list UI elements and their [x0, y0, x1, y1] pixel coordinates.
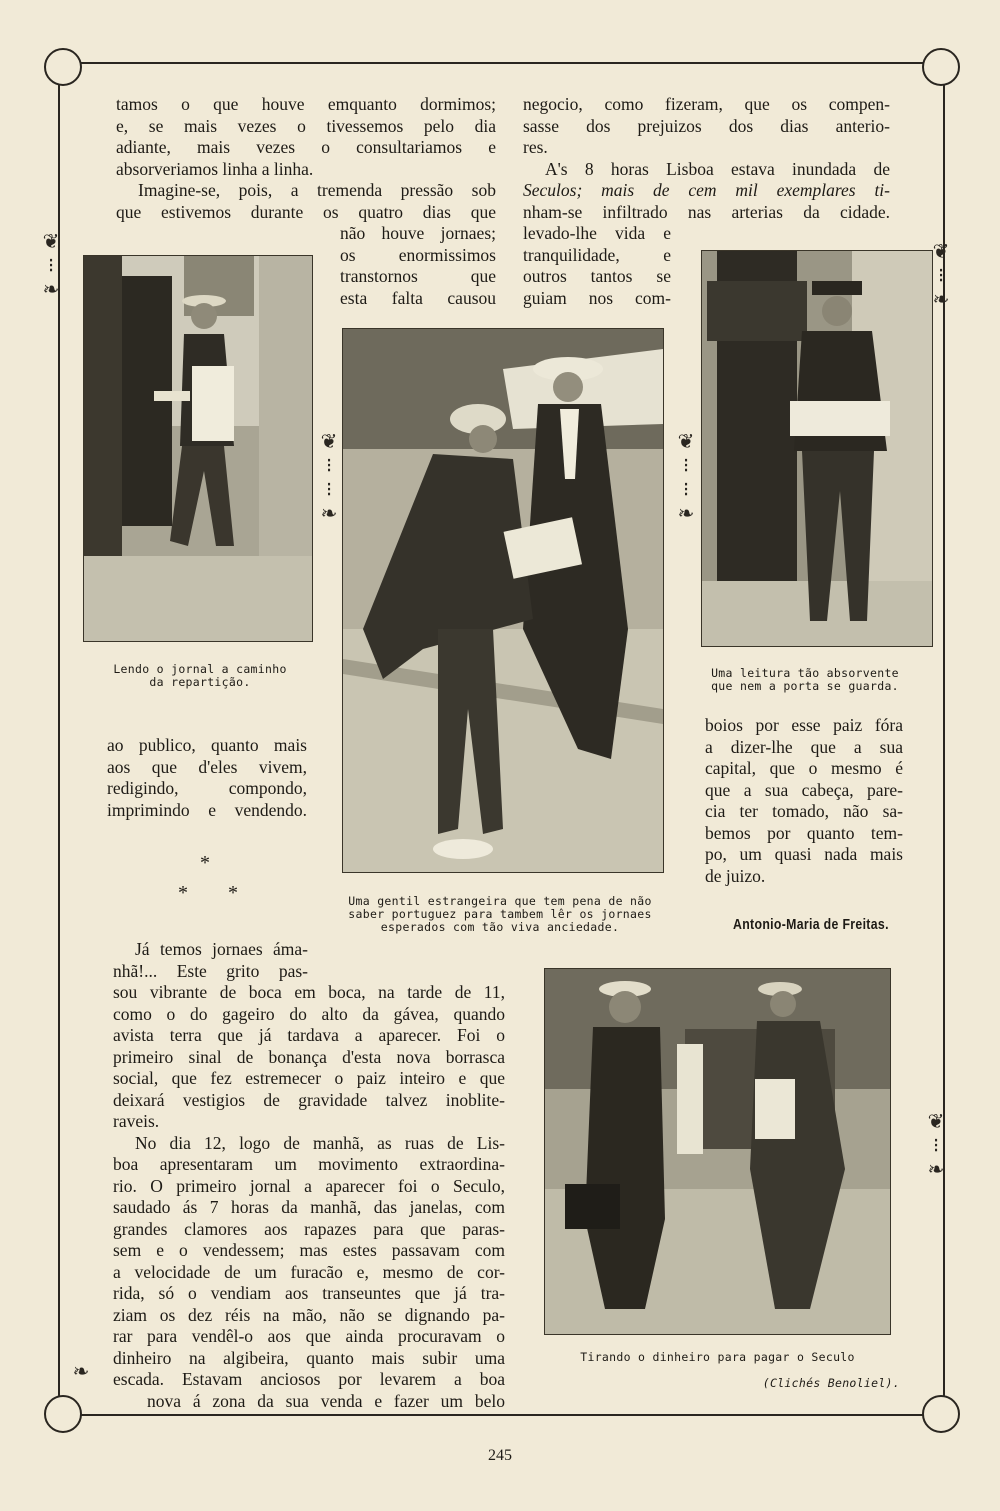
photo-newsboy-and-woman: [342, 328, 664, 873]
text-line: Seculos; mais de cem mil exemplares ti-: [523, 180, 890, 200]
left-middle-text: [107, 735, 307, 821]
caption-line: saber portuguez para tambem lêr os jornaes: [348, 907, 652, 921]
right-middle-text: [705, 715, 903, 887]
text-line: rio. O primeiro jornal a aparecer foi o Seculo,: [113, 1175, 505, 1196]
text-line: cia ter tomado, não sa-: [705, 801, 903, 821]
text-line: a dizer-lhe que a sua: [705, 736, 903, 757]
text-line: tranquilidade, e: [523, 244, 671, 265]
text-line: ziam os dez réis na mão, não se dignando pa-: [113, 1304, 505, 1325]
caption-photo-1: [90, 663, 310, 689]
scroll-ornament-lower-right-icon: ❦ ⁝ ❧: [927, 1111, 945, 1181]
middle-left-text: [340, 223, 496, 309]
text-line: capital, que o mesmo é: [705, 758, 903, 778]
text-line: levado-lhe vida e: [523, 223, 671, 243]
text-line: raveis.: [113, 1111, 160, 1131]
column-1-top-text: [116, 94, 496, 223]
corner-ornament-br: [922, 1395, 960, 1433]
corner-ornament-tr: [922, 48, 960, 86]
text-line: No dia 12, logo de manhã, as ruas de Lis-: [135, 1132, 505, 1153]
text-line: dinheiro na algibeira, quanto mais subir uma: [113, 1347, 505, 1368]
lower-main-text: [113, 982, 505, 1412]
text-line: que a sua cabeça, pare-: [705, 779, 903, 800]
text-line: escada. Estavam anciosos por levarem a boa: [113, 1369, 505, 1389]
text-line: não houve jornaes;: [340, 223, 496, 243]
text-line: nham-se infiltrado nas arterias da cidade.: [523, 201, 890, 222]
photo-credit: (Clichés Benoliel).: [762, 1376, 900, 1390]
caption-photo-4: Tirando o dinheiro para pagar o Seculo: [580, 1350, 855, 1364]
page-number: 245: [488, 1447, 512, 1464]
text-line: que estivemos durante os quatro dias que: [116, 201, 496, 222]
text-line: res.: [523, 137, 548, 157]
middle-right-text: [523, 223, 671, 309]
caption-line: da repartição.: [149, 675, 251, 689]
text-line: guiam nos com-: [523, 287, 671, 308]
text-line: A's 8 horas Lisboa estava inundada de: [545, 158, 890, 179]
caption-line: que nem a porta se guarda.: [711, 679, 899, 693]
text-line: ao publico, quanto mais: [107, 735, 307, 755]
text-line: redigindo, compondo,: [107, 778, 307, 798]
corner-ornament-tl: [44, 48, 82, 86]
text-line: de juizo.: [705, 865, 766, 886]
column-2-top-text: [523, 94, 890, 223]
caption-photo-2: [325, 895, 675, 934]
text-line: sem e o vendessem; mas estes passavam com: [113, 1240, 505, 1260]
text-line: Imagine-se, pois, a tremenda pressão sob: [138, 180, 496, 200]
section-divider-star: *: [178, 882, 188, 904]
scroll-ornament-left-icon: ❦ ⁝ ❧: [42, 231, 60, 301]
scroll-ornament-lower-left-icon: ❧: [72, 1361, 90, 1383]
lower-narrow-text: [113, 939, 308, 982]
text-line: boa apresentaram um movimento extraordina-: [113, 1154, 505, 1174]
text-line: sou vibrante de boca em boca, na tarde de 11,: [113, 982, 505, 1002]
scroll-ornament-center-left-icon: ❦ ⁝ ⁝ ❧: [320, 431, 338, 525]
photo-paying-for-seculo: [544, 968, 891, 1335]
text-line: esta falta causou: [340, 287, 496, 308]
text-line: deixará vestigios de gravidade talvez inoblite-: [113, 1089, 505, 1110]
text-line: nova á zona da sua venda e fazer um belo: [147, 1390, 505, 1411]
text-line: como o do gageiro do alto da gávea, quando: [113, 1003, 505, 1024]
text-line: social, que fez estremecer o paiz inteiro e que: [113, 1068, 505, 1088]
caption-line: esperados com tão viva anciedade.: [380, 920, 620, 934]
text-line: e, se mais vezes o tivessemos pelo dia: [116, 115, 496, 136]
section-divider-star: *: [228, 882, 238, 904]
text-line: outros tantos se: [523, 266, 671, 286]
scroll-ornament-center-right-icon: ❦ ⁝ ⁝ ❧: [677, 431, 695, 525]
text-line: transtornos que: [340, 266, 496, 286]
text-line: rar para vendêl-o aos que ainda procuravam o: [113, 1326, 505, 1346]
text-line: po, um quasi nada mais: [705, 844, 903, 864]
scroll-ornament-right-icon: ❦ ⁝ ❧: [932, 241, 950, 311]
author-signature: Antonio-Maria de Freitas.: [733, 916, 889, 933]
text-line: boios por esse paiz fóra: [705, 715, 903, 735]
text-line: rida, só o vendiam aos transeuntes que já tra-: [113, 1283, 505, 1303]
text-line: negocio, como fizeram, que os compen-: [523, 94, 890, 114]
text-line: os enormissimos: [340, 244, 496, 265]
caption-line: Lendo o jornal a caminho: [113, 662, 287, 676]
caption-line: Uma leitura tão absorvente: [711, 666, 899, 680]
caption-line: Uma gentil estrangeira que tem pena de não: [348, 894, 652, 908]
text-line: primeiro sinal de bonança d'esta nova borrasca: [113, 1046, 505, 1067]
text-line: absorveriamos linha a linha.: [116, 158, 314, 179]
text-line: Já temos jornaes áma-: [135, 939, 308, 959]
text-line: grandes clamores aos rapazes para que paras-: [113, 1218, 505, 1239]
text-line: bemos por quanto tem-: [705, 822, 903, 843]
text-line: a velocidade de um furacão e, mesmo de cor-: [113, 1261, 505, 1282]
text-line: adiante, mais vezes o consultariamos e: [116, 137, 496, 157]
text-line: tamos o que houve emquanto dormimos;: [116, 94, 496, 114]
text-line: avista terra que já tardava a aparecer. Foi o: [113, 1025, 505, 1045]
section-divider-star: *: [200, 852, 210, 874]
text-line: saudado ás 7 horas da manhã, das janelas, com: [113, 1197, 505, 1217]
text-line: aos que d'eles vivem,: [107, 756, 307, 777]
text-line: nhã!... Este grito pas-: [113, 960, 308, 981]
corner-ornament-bl: [44, 1395, 82, 1433]
text-line: imprimindo e vendendo.: [107, 799, 307, 820]
photo-man-reading-newspaper: [83, 255, 313, 642]
photo-porter-reading: [701, 250, 933, 647]
text-line: sasse dos prejuizos dos dias anterio-: [523, 115, 890, 136]
caption-photo-3: [700, 667, 910, 693]
